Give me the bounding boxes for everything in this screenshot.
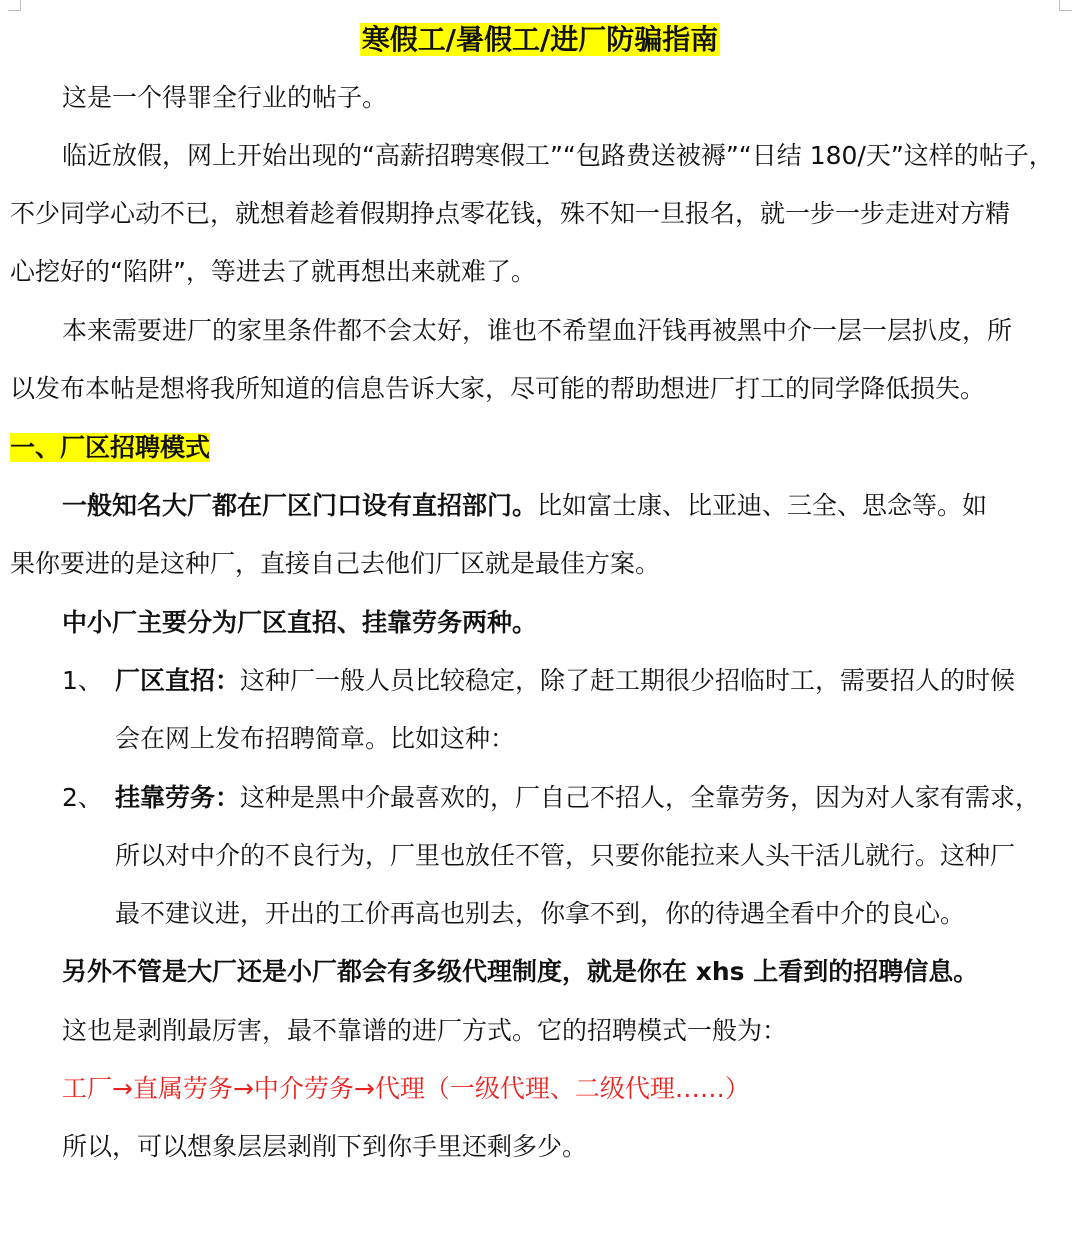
para2-line2: 以发布本帖是想将我所知道的信息告诉大家，尽可能的帮助想进厂打工的同学降低损失。 <box>10 374 986 403</box>
para3-rest: 比如富士康、比亚迪、三全、思念等。如 <box>537 491 988 520</box>
para5-bold: 另外不管是大厂还是小厂都会有多级代理制度，就是你在 xhs 上看到的招聘信息。 <box>62 957 979 986</box>
para2-line1: 本来需要进厂的家里条件都不会太好，谁也不希望血汗钱再被黑中介一层一层扒皮，所 <box>62 316 1013 345</box>
para3-line2: 果你要进的是这种厂，直接自己去他们厂区就是最佳方案。 <box>10 549 661 578</box>
intro-text: 这是一个得罪全行业的帖子。 <box>62 83 388 112</box>
crop-mark-top-left <box>8 0 21 11</box>
para1-line1: 临近放假，网上开始出现的“高薪招聘寒假工”“包路费送被褥”“日结 180/天”这样的帖子， <box>62 141 1054 170</box>
para1-line2: 不少同学心动不已，就想着趁着假期挣点零花钱，殊不知一旦报名，就一步一步走进对方精 <box>10 199 1011 228</box>
list-item-2-line1: 挂靠劳务：这种是黑中介最喜欢的，厂自己不招人，全靠劳务，因为对人家有需求， <box>115 783 1041 812</box>
list-item-1-line1: 厂区直招：这种厂一般人员比较稳定，除了赶工期很少招临时工，需要招人的时候 <box>115 666 1016 695</box>
page-title: 寒假工/暑假工/进厂防骗指南 <box>361 23 719 56</box>
para4-bold: 中小厂主要分为厂区直招、挂靠劳务两种。 <box>62 608 538 637</box>
para6-text: 这也是剥削最厉害，最不靠谱的进厂方式。它的招聘模式一般为： <box>62 1016 788 1045</box>
list-item-2-label: 挂靠劳务： <box>115 783 241 812</box>
list-item-2-line2: 所以对中介的不良行为，厂里也放任不管，只要你能拉来人头干活儿就行。这种厂 <box>115 841 1016 870</box>
para7-text: 所以，可以想象层层剥削下到你手里还剩多少。 <box>62 1132 588 1161</box>
para3-line1 <box>62 486 987 526</box>
list-item-2-number: 2、 <box>62 783 103 812</box>
list-item-1-label: 厂区直招： <box>115 666 241 695</box>
list-item-1-line2: 会在网上发布招聘简章。比如这种： <box>115 724 516 753</box>
crop-mark-top-right <box>1059 0 1072 11</box>
para3-bold: 一般知名大厂都在厂区门口设有直招部门。 <box>62 491 538 520</box>
list-item-1-number: 1、 <box>62 666 103 695</box>
list-item-2-line3: 最不建议进，开出的工价再高也别去，你拿不到，你的待遇全看中介的良心。 <box>115 899 966 928</box>
section-heading: 一、厂区招聘模式 <box>10 433 211 462</box>
para1-line3: 心挖好的“陷阱”，等进去了就再想出来就难了。 <box>10 257 536 286</box>
recruitment-chain: 工厂→直属劳务→中介劳务→代理（一级代理、二级代理……） <box>62 1074 750 1103</box>
